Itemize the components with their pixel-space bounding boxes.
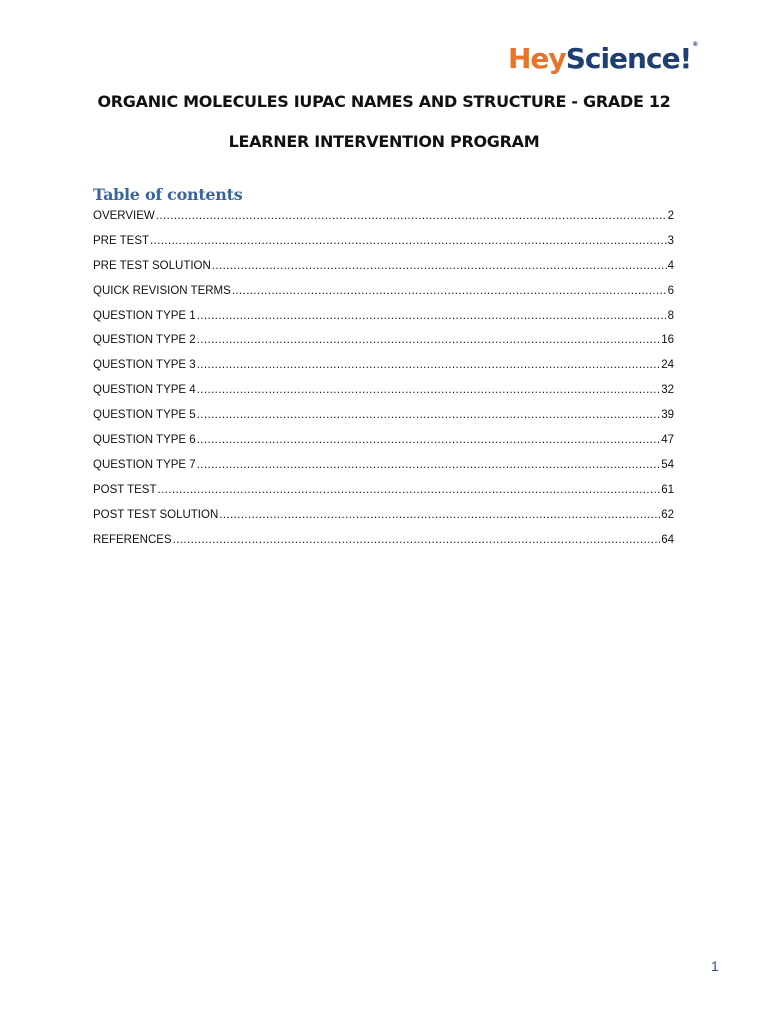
toc-entry-page: 2 <box>667 210 674 222</box>
toc-entry-page: 62 <box>661 508 674 521</box>
toc-dot-leader <box>173 534 661 546</box>
toc-entry-label: QUESTION TYPE 4 <box>93 384 196 397</box>
toc-dot-leader <box>157 484 660 496</box>
toc-dot-leader <box>197 384 661 396</box>
toc-entry-label: QUESTION TYPE 3 <box>93 359 196 372</box>
toc-entry-post-test[interactable] <box>93 484 674 509</box>
toc-entry-page: 6 <box>667 284 674 297</box>
document-subtitle: LEARNER INTERVENTION PROGRAM <box>228 132 540 151</box>
toc-entry-page: 8 <box>667 309 674 322</box>
toc-dot-leader <box>150 235 667 247</box>
toc-dot-leader <box>197 434 661 446</box>
toc-entry-label: QUICK REVISION TERMS <box>93 284 231 297</box>
page-number: 1 <box>711 958 719 974</box>
toc-entry-label: QUESTION TYPE 6 <box>93 434 196 447</box>
toc-entry-pre-test-solution[interactable] <box>93 260 674 285</box>
toc-entry-label: QUESTION TYPE 5 <box>93 409 196 422</box>
toc-entry-label: REFERENCES <box>93 533 172 546</box>
toc-entry-label: QUESTION TYPE 2 <box>93 334 196 347</box>
toc-entry-label: POST TEST SOLUTION <box>93 508 219 521</box>
toc-entry-page: 39 <box>661 409 674 422</box>
toc-entry-question-type-2[interactable] <box>93 334 674 359</box>
toc-entry-question-type-5[interactable] <box>93 409 674 434</box>
toc-dot-leader <box>197 310 667 322</box>
toc-entry-question-type-6[interactable] <box>93 434 674 459</box>
toc-entry-page: 64 <box>661 533 674 546</box>
toc-entry-page: 61 <box>661 483 674 496</box>
toc-entry-page: 16 <box>661 334 674 347</box>
toc-entry-label: QUESTION TYPE 7 <box>93 458 196 471</box>
toc-entry-overview[interactable] <box>93 210 674 235</box>
toc-dot-leader <box>156 210 667 222</box>
toc-entry-question-type-4[interactable] <box>93 384 674 409</box>
toc-dot-leader <box>212 260 667 272</box>
toc-entry-label: PRE TEST SOLUTION <box>93 259 211 272</box>
toc-entry-question-type-1[interactable] <box>93 310 674 335</box>
toc-entry-page: 47 <box>661 434 674 447</box>
toc-entry-post-test-solution[interactable] <box>93 509 674 534</box>
toc-entry-page: 4 <box>667 259 674 272</box>
logo-science-text: Science! <box>565 42 692 75</box>
toc-entry-label: PRE TEST <box>93 234 150 247</box>
toc-dot-leader <box>219 509 660 521</box>
heyscience-logo <box>508 40 697 80</box>
toc-dot-leader <box>197 359 661 371</box>
toc-entry-question-type-3[interactable] <box>93 359 674 384</box>
document-title: ORGANIC MOLECULES IUPAC NAMES AND STRUCTURE - GRADE 12 <box>97 92 671 111</box>
toc-entry-label: OVERVIEW <box>93 210 155 222</box>
toc-entry-page: 3 <box>667 234 674 247</box>
toc-dot-leader <box>197 334 661 346</box>
toc-entry-quick-revision-terms[interactable] <box>93 285 674 310</box>
toc-entry-page: 24 <box>661 359 674 372</box>
logo-registered-mark: ® <box>692 41 698 48</box>
toc-entry-references[interactable] <box>93 534 674 559</box>
toc-entry-page: 32 <box>661 384 674 397</box>
toc-entry-label: QUESTION TYPE 1 <box>93 309 196 322</box>
toc-dot-leader <box>197 459 661 471</box>
toc-entry-pre-test[interactable] <box>93 235 674 260</box>
toc-list <box>93 210 674 558</box>
toc-dot-leader <box>197 409 661 421</box>
logo-hey-text: Hey <box>508 42 566 75</box>
toc-entry-question-type-7[interactable] <box>93 459 674 484</box>
toc-entry-page: 54 <box>661 458 674 471</box>
toc-dot-leader <box>232 285 667 297</box>
toc-heading: Table of contents <box>93 185 243 204</box>
toc-entry-label: POST TEST <box>93 483 157 496</box>
